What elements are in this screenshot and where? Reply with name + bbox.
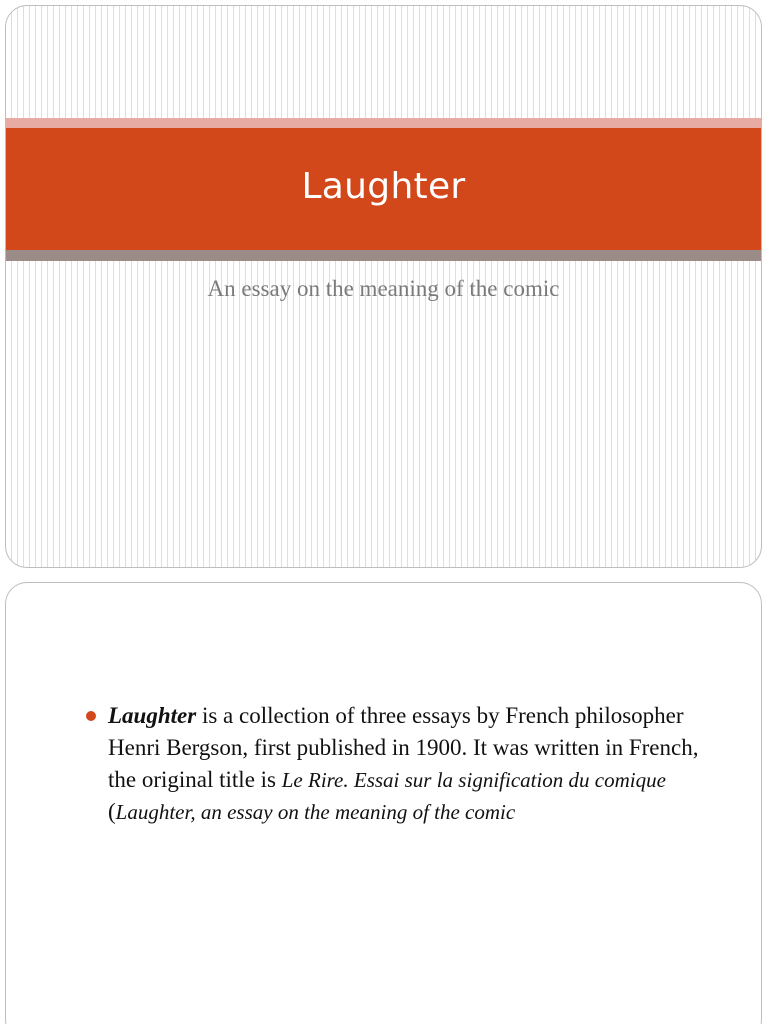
title-slide xyxy=(5,5,762,568)
original-title: Le Rire. Essai sur la signification du comique xyxy=(281,768,666,792)
title-band xyxy=(6,128,761,250)
paren-open: ( xyxy=(108,799,116,824)
content-slide xyxy=(5,582,762,1024)
bullet-text xyxy=(108,700,726,828)
bullet-body: is a collection of three essays by French philosopher Henri Bergson, first published in 1900. It was written in French, the original title is xyxy=(108,703,699,792)
bullet-dot-icon xyxy=(86,711,96,721)
bullet-lead-term: Laughter xyxy=(108,703,197,728)
title-accent-top-bar xyxy=(6,118,761,128)
translation-text: Laughter, an essay on the meaning of the comic xyxy=(115,800,516,824)
title-accent-bottom-bar xyxy=(6,250,761,261)
slide-title: Laughter xyxy=(301,165,466,207)
bullet-item xyxy=(86,700,726,828)
slide-subtitle: An essay on the meaning of the comic xyxy=(207,276,560,301)
